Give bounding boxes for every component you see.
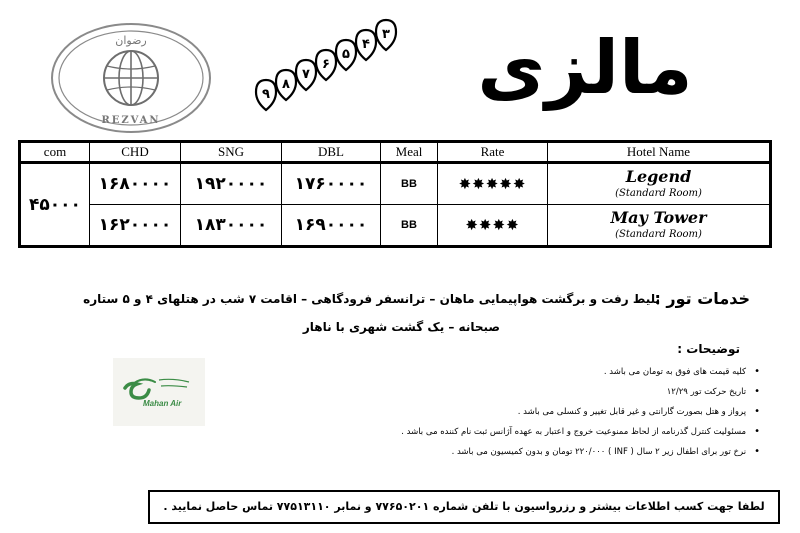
notes-list [320, 362, 760, 462]
promo-badge [296, 60, 316, 90]
services-line-2: صبحانه – یک گشت شهری با ناهار [302, 320, 500, 334]
promo-badge [256, 80, 276, 110]
col-hotel-name: Hotel Name [548, 142, 771, 163]
hotel-name: May Tower [610, 208, 707, 227]
logo-fa-text: رضوان [115, 34, 147, 47]
list-item: • تاریخ حرکت تور ۱۲/۲۹ [320, 382, 760, 402]
hotel-name: Legend [625, 167, 692, 186]
services-line-1: بلیط رفت و برگشت هواپیمایی ماهان – ترانسفر فرودگاهی – اقامت ۷ شب در هتلهای ۴ و ۵ ستاره [83, 292, 660, 306]
room-type: (Standard Room) [615, 229, 702, 240]
col-com: com [20, 142, 90, 163]
price-table [18, 140, 772, 248]
promo-badge-digit: ۹ [262, 87, 270, 102]
star-rating: ✸✸✸✸ [438, 205, 548, 247]
destination-title: مالزی [477, 25, 693, 111]
promo-badge [276, 70, 296, 100]
room-type: (Standard Room) [615, 188, 702, 199]
meal-plan: BB [381, 205, 438, 247]
contact-box: لطفا جهت کسب اطلاعات بیشتر و رزرواسیون با تلفن شماره ۷۷۶۵۰۲۰۱ و نمابر ۷۷۵۱۳۱۱۰ تماس حاصل نمایید . [148, 490, 780, 524]
promo-badge [336, 40, 356, 70]
star-rating: ✸✸✸✸✸ [438, 163, 548, 205]
promo-badge [316, 50, 336, 80]
table-row [20, 205, 771, 247]
list-item: • مسئولیت کنترل گذرنامه از لحاظ ممنوعیت خروج و اعتبار به عهده آژانس ثبت نام کننده می باشد . [320, 422, 760, 442]
list-item: • نرخ تور برای اطفال زیر ۲ سال ( INF ) ۲۲۰/۰۰۰ تومان و بدون کمیسیون می باشد . [320, 442, 760, 462]
promo-badge [356, 30, 376, 60]
promo-badge-digit: ۴ [362, 37, 370, 52]
services-title: خدمات تور : [654, 289, 750, 308]
promo-badge-digit: ۷ [302, 67, 310, 82]
dbl-price: ۱۷۶۰۰۰۰ [282, 163, 381, 205]
notes-title: توضیحات : [677, 342, 740, 356]
promo-badge-digit: ۵ [342, 47, 350, 62]
promo-badge-digit: ۸ [282, 77, 290, 92]
table-row [20, 163, 771, 205]
chd-price: ۱۶۲۰۰۰۰ [90, 205, 181, 247]
airline-name: Mahan Air [143, 399, 182, 408]
col-rate: Rate [438, 142, 548, 163]
promo-badges [250, 15, 410, 125]
promo-badge-digit: ۳ [382, 27, 390, 42]
hotel-cell [548, 163, 771, 205]
col-sng: SNG [181, 142, 282, 163]
col-chd: CHD [90, 142, 181, 163]
mahan-air-logo [113, 358, 205, 426]
col-meal: Meal [381, 142, 438, 163]
dbl-price: ۱۶۹۰۰۰۰ [282, 205, 381, 247]
commission-cell: ۴۵۰۰۰ [20, 163, 90, 247]
table-header-row [20, 142, 771, 163]
chd-price: ۱۶۸۰۰۰۰ [90, 163, 181, 205]
logo-en-text: REZVAN [101, 115, 161, 126]
sng-price: ۱۹۲۰۰۰۰ [181, 163, 282, 205]
meal-plan: BB [381, 163, 438, 205]
promo-badge [376, 20, 396, 50]
hotel-cell [548, 205, 771, 247]
rezvan-logo [50, 22, 212, 134]
promo-badge-digit: ۶ [322, 57, 330, 72]
airline-emblem-icon [113, 358, 205, 426]
list-item: • کلیه قیمت های فوق به تومان می باشد . [320, 362, 760, 382]
sng-price: ۱۸۳۰۰۰۰ [181, 205, 282, 247]
list-item: • پرواز و هتل بصورت گارانتی و غیر قابل تغییر و کنسلی می باشد . [320, 402, 760, 422]
col-dbl: DBL [282, 142, 381, 163]
